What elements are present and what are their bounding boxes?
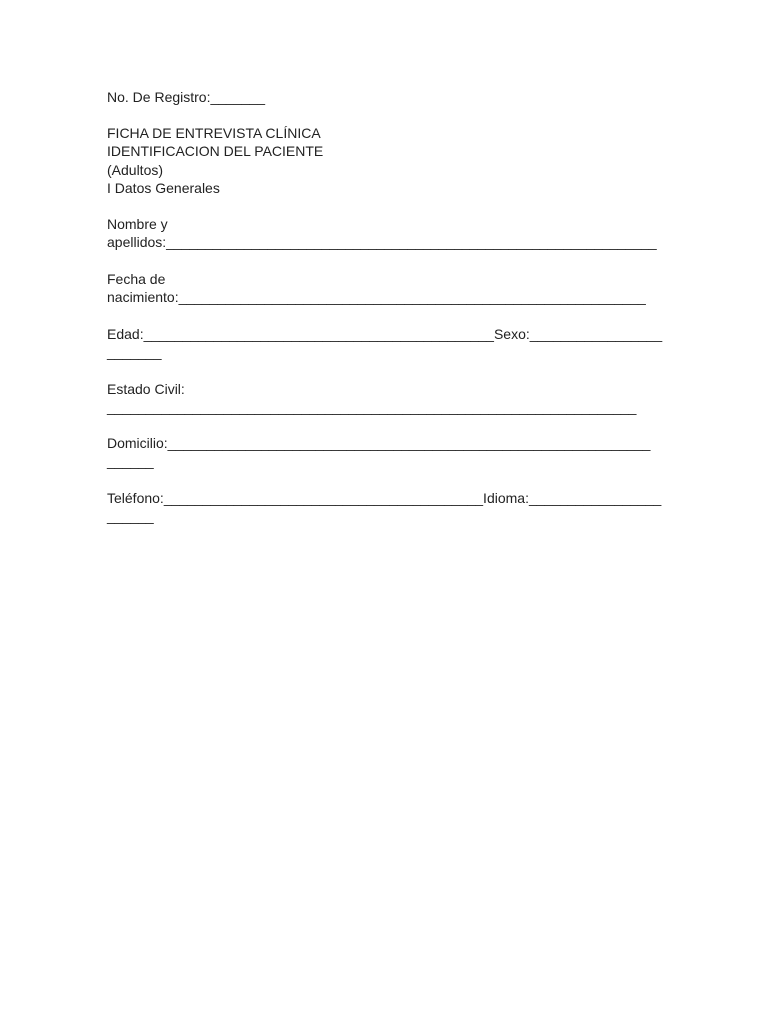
- estado-civil-field: ____________________________________________________________________: [107, 399, 637, 415]
- telefono-idioma-field-continued: ______: [107, 508, 154, 524]
- edad-sexo-field-continued: _______: [107, 344, 162, 360]
- telefono-idioma-field: Teléfono:_________________________________________Idioma:_________________: [107, 490, 662, 506]
- nombre-field: apellidos:_______________________________________________________________: [107, 234, 657, 250]
- form-title: FICHA DE ENTREVISTA CLÍNICA: [107, 125, 321, 141]
- edad-sexo-field: Edad:_____________________________________________Sexo:_________________: [107, 326, 663, 342]
- form-subtitle: IDENTIFICACION DEL PACIENTE: [107, 143, 324, 159]
- registration-number: No. De Registro:_______: [107, 89, 265, 105]
- fecha-label: Fecha de: [107, 271, 166, 287]
- form-group: (Adultos): [107, 162, 164, 178]
- nombre-label: Nombre y: [107, 216, 168, 232]
- fecha-field: nacimiento:____________________________________________________________: [107, 289, 646, 305]
- estado-civil-label: Estado Civil:: [107, 381, 185, 397]
- domicilio-field: Domicilio:______________________________________________________________: [107, 435, 651, 451]
- section-heading: I Datos Generales: [107, 180, 220, 196]
- domicilio-field-continued: ______: [107, 453, 154, 469]
